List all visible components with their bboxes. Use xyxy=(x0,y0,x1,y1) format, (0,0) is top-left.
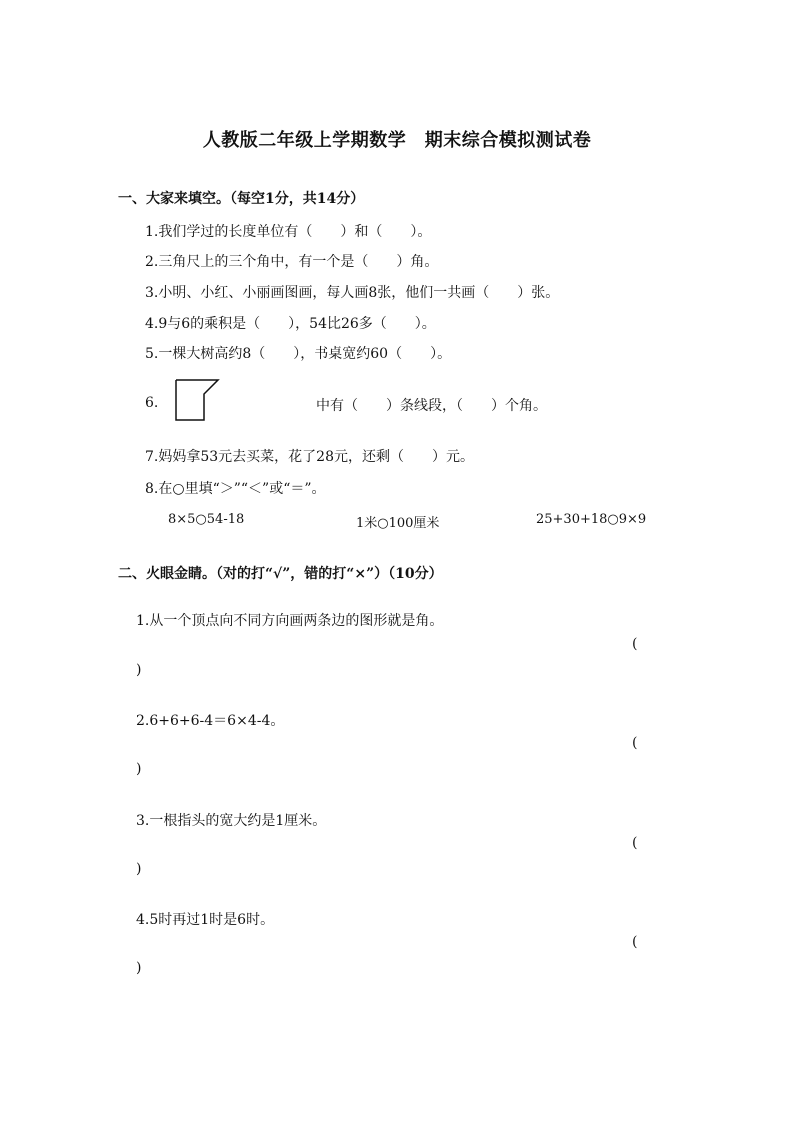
judge-item-1: 1.从一个顶点向不同方向画两条边的图形就是角。 xyxy=(136,613,444,629)
judge-item-2-close-paren: ) xyxy=(136,761,142,777)
section-1-heading: 一、大家来填空。（每空1分，共14分） xyxy=(118,191,365,207)
compare-item-1: 8×5○54-18 xyxy=(168,512,245,527)
question-1-4: 4.9与6的乘积是（ ），54比26多（ ）。 xyxy=(145,316,436,332)
question-1-7: 7.妈妈拿53元去买菜，花了28元，还剩（ ）元。 xyxy=(145,449,474,465)
question-1-6-text: 中有（ ）条线段，（ ）个角。 xyxy=(316,398,547,414)
judge-item-1-open-paren: ( xyxy=(632,636,638,652)
judge-item-1-close-paren: ) xyxy=(136,662,142,678)
judge-item-2: 2.6+6+6-4＝6×4-4。 xyxy=(136,713,285,729)
question-1-6-number: 6. xyxy=(145,395,159,411)
question-1-1: 1.我们学过的长度单位有（ ）和（ ）。 xyxy=(145,224,432,240)
question-1-5: 5.一棵大树高约8（ ），书桌宽约60（ ）。 xyxy=(145,346,452,362)
judge-item-4-open-paren: ( xyxy=(632,934,638,950)
question-1-8: 8.在○里填“＞”“＜”或“＝”。 xyxy=(145,481,326,497)
question-1-3: 3.小明、小红、小丽画图画，每人画8张，他们一共画（ ）张。 xyxy=(145,285,560,301)
judge-item-4: 4.5时再过1时是6时。 xyxy=(136,912,275,928)
compare-item-3: 25+30+18○9×9 xyxy=(536,512,647,527)
page-title: 人教版二年级上学期数学 期末综合模拟测试卷 xyxy=(202,130,592,151)
trapezoid-figure xyxy=(172,376,222,424)
compare-item-2: 1米○100厘米 xyxy=(356,516,440,531)
judge-item-3-open-paren: ( xyxy=(632,835,638,851)
judge-item-4-close-paren: ) xyxy=(136,960,142,976)
question-1-2: 2.三角尺上的三个角中，有一个是（ ）角。 xyxy=(145,254,439,270)
judge-item-2-open-paren: ( xyxy=(632,735,638,751)
judge-item-3-close-paren: ) xyxy=(136,861,142,877)
section-2-heading: 二、火眼金睛。（对的打“√”，错的打“×”）（10分） xyxy=(118,566,443,582)
judge-item-3: 3.一根指头的宽大约是1厘米。 xyxy=(136,813,327,829)
